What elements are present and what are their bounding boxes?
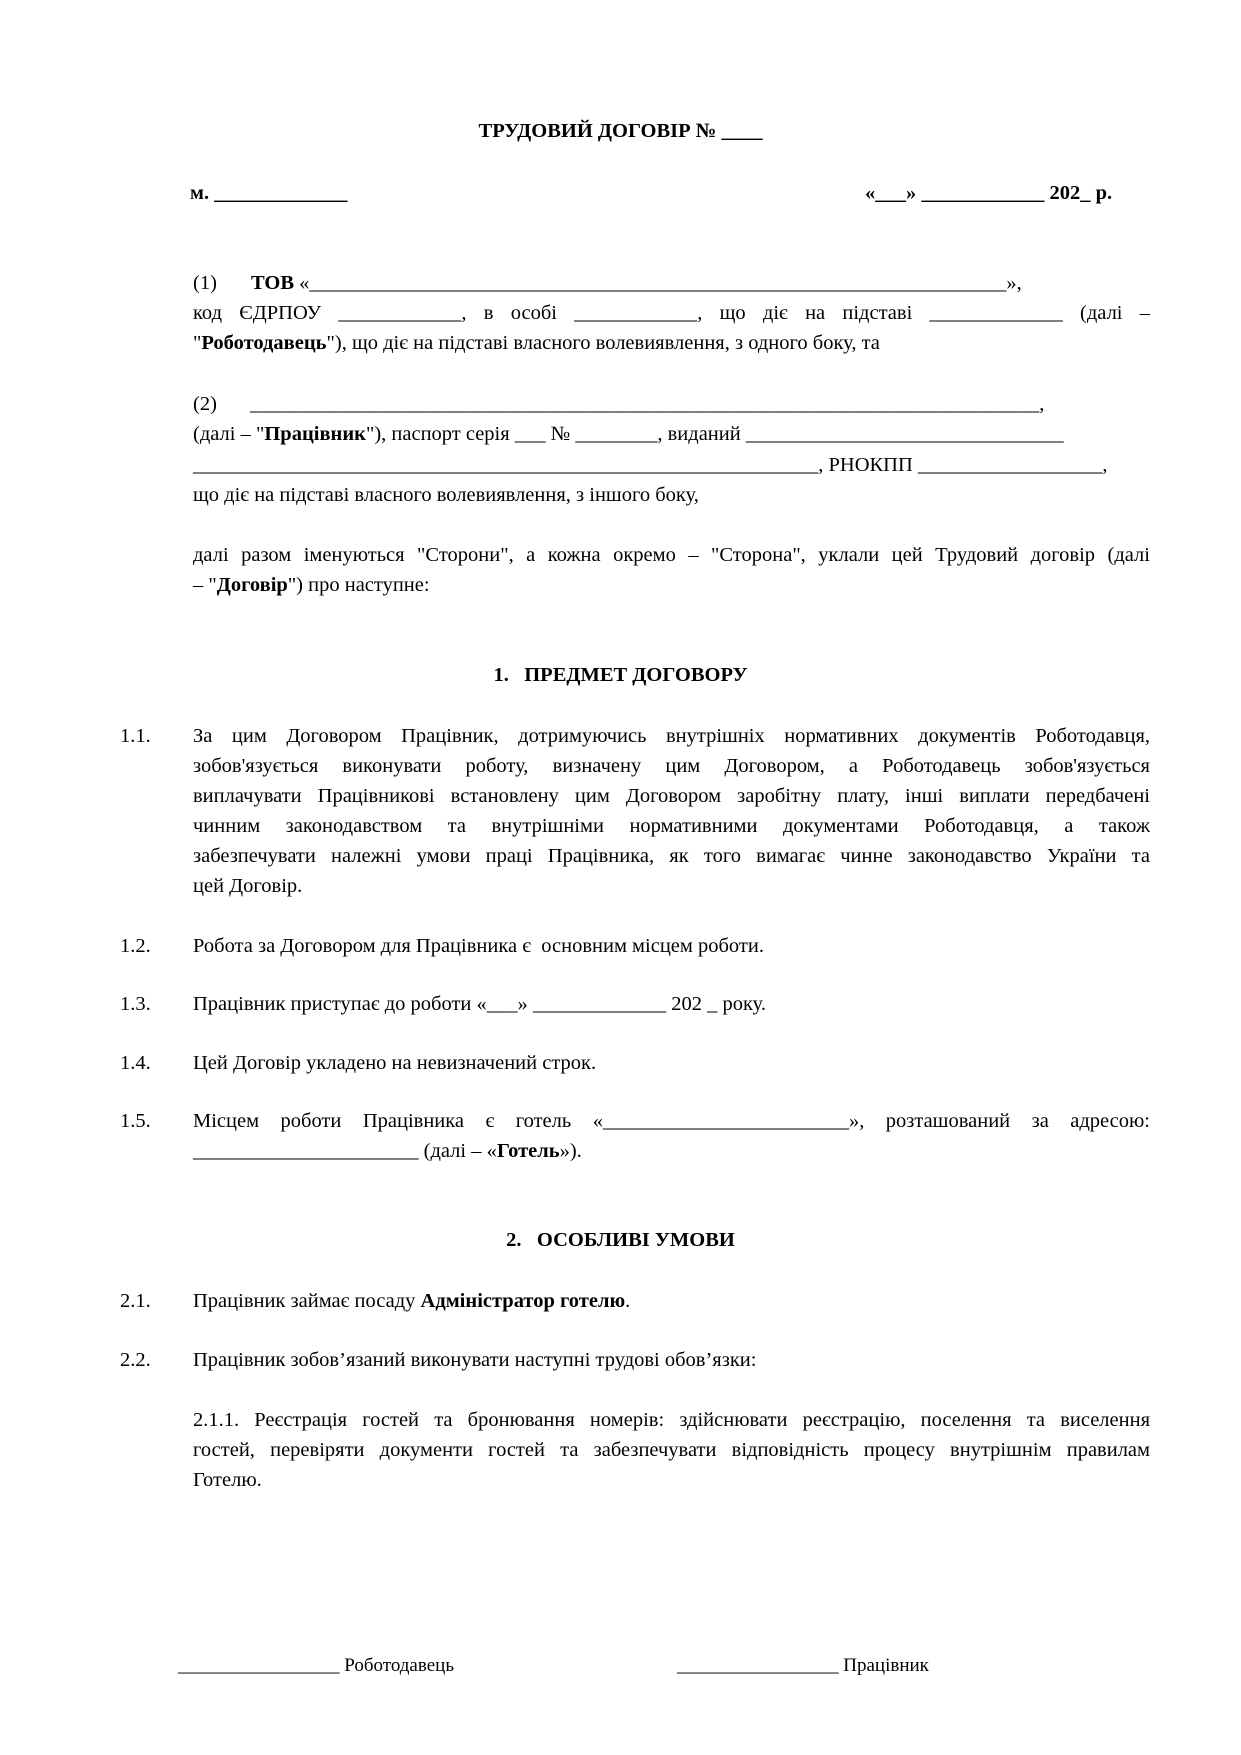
party2-line1: _____________________________________________________________________________, — [250, 393, 1045, 415]
party2-line2 — [193, 424, 1064, 445]
clause-1-1-last-line: цей Договір. — [193, 875, 303, 897]
date-field — [865, 183, 1112, 204]
intro-contract-term: Договір — [216, 574, 288, 596]
party1-employer-term: Роботодавець — [201, 332, 327, 354]
section2-heading: 2. ОСОБЛИВІ УМОВИ — [506, 1229, 735, 1251]
party2-number: (2) — [193, 393, 217, 415]
party1-line3-open: " — [193, 332, 202, 354]
party1-name-blank: «____________________________________________________________________», — [294, 272, 1022, 294]
clause-2-1-open: Працівник займає посаду — [193, 1290, 421, 1312]
party2-line2-open: (далі – " — [193, 423, 265, 445]
party1-line2: код ЄДРПОУ ____________, в особі ____________, що діє на підставі _____________ (далі – — [193, 302, 1150, 324]
clause-1-3-text: Працівник приступає до роботи «___» _____________ 202 _ року. — [193, 993, 767, 1015]
clause-1-5-line2-rest: »). — [559, 1140, 582, 1162]
clause-1-1-line: За цим Договором Працівник, дотримуючись внутрішніх нормативних документів Роботодавця, — [193, 725, 1150, 747]
clause-1-5-line1: Місцем роботи Працівника є готель «________________________», розташований за адресою: — [193, 1110, 1150, 1132]
party2-employee-term: Працівник — [264, 423, 366, 445]
party2-line4: що діє на підставі власного волевиявлення, з іншого боку, — [193, 484, 699, 506]
clause-2-2-text: Працівник зобов’язаний виконувати наступні трудові обов’язки: — [193, 1349, 757, 1371]
clause-number: 1.3. — [120, 993, 151, 1015]
party1-tov: ТОВ — [251, 272, 295, 294]
section1-heading: 1. ПРЕДМЕТ ДОГОВОРУ — [493, 664, 748, 686]
subclause-line2: гостей, перевіряти документи гостей та забезпечувати відповідність процесу внутрішнім правилам — [193, 1439, 1150, 1461]
subclause-line1: 2.1.1. Реєстрація гостей та бронювання номерів: здійснювати реєстрацію, поселення та виселення — [193, 1409, 1150, 1431]
city-field: м. _____________ — [190, 182, 348, 204]
clause-number: 2.1. — [120, 1290, 151, 1312]
position-title: Адміністратор готелю — [420, 1290, 626, 1312]
employee-signature: _________________ Працівник — [677, 1655, 929, 1676]
clause-1-1-line: чинним законодавством та внутрішніми нормативними документами Роботодавця, а також — [193, 815, 1150, 837]
party1-number: (1) — [193, 272, 217, 294]
party2-line2-rest: "), паспорт серія ___ № ________, виданий _______________________________ — [365, 423, 1064, 445]
clause-2-1-text — [193, 1291, 630, 1312]
clause-number: 1.4. — [120, 1052, 151, 1074]
clause-number: 1.2. — [120, 935, 151, 957]
clause-number: 1.5. — [120, 1110, 151, 1132]
intro-line2-open: – " — [193, 574, 217, 596]
clause-number: 2.2. — [120, 1349, 151, 1371]
clause-1-1-line: виплачувати Працівникові встановлену цим Договором заробітну плату, інші виплати передбачені — [193, 785, 1150, 807]
intro-line2 — [193, 575, 430, 596]
date-open: «___» ____________ — [865, 182, 1050, 204]
intro-line1: далі разом іменуються "Сторони", а кожна окремо – "Сторона", уклали цей Трудовий договір (далі — [193, 544, 1150, 566]
intro-line2-rest: ") про наступне: — [287, 574, 430, 596]
party1-line3-rest: "), що діє на підставі власного волевиявлення, з одного боку, та — [326, 332, 880, 354]
clause-1-1-line: забезпечувати належні умови праці Працівника, як того вимагає чинне законодавство України та — [193, 845, 1150, 867]
clause-1-1-line: зобов'язується виконувати роботу, визначену цим Договором, а Роботодавець зобов'язується — [193, 755, 1150, 777]
clause-1-4-text: Цей Договір укладено на невизначений строк. — [193, 1052, 597, 1074]
clause-1-2-text: Робота за Договором для Працівника є основним місцем роботи. — [193, 935, 764, 957]
clause-2-1-rest: . — [625, 1290, 631, 1312]
clause-1-5-line2 — [193, 1141, 582, 1162]
party2-line3: _____________________________________________________________, РНОКПП __________________, — [193, 454, 1108, 476]
employer-signature: _________________ Роботодавець — [178, 1655, 454, 1676]
date-year: 202_ р. — [1049, 182, 1113, 204]
party1-line3 — [193, 333, 880, 354]
document-title: ТРУДОВИЙ ДОГОВІР № ____ — [478, 120, 763, 142]
party1-name-line — [251, 273, 1022, 294]
clause-1-5-line2-open: ______________________ (далі – « — [193, 1140, 497, 1162]
subclause-line3: Готелю. — [193, 1469, 262, 1491]
clause-number: 1.1. — [120, 725, 151, 747]
hotel-term: Готель — [496, 1140, 560, 1162]
